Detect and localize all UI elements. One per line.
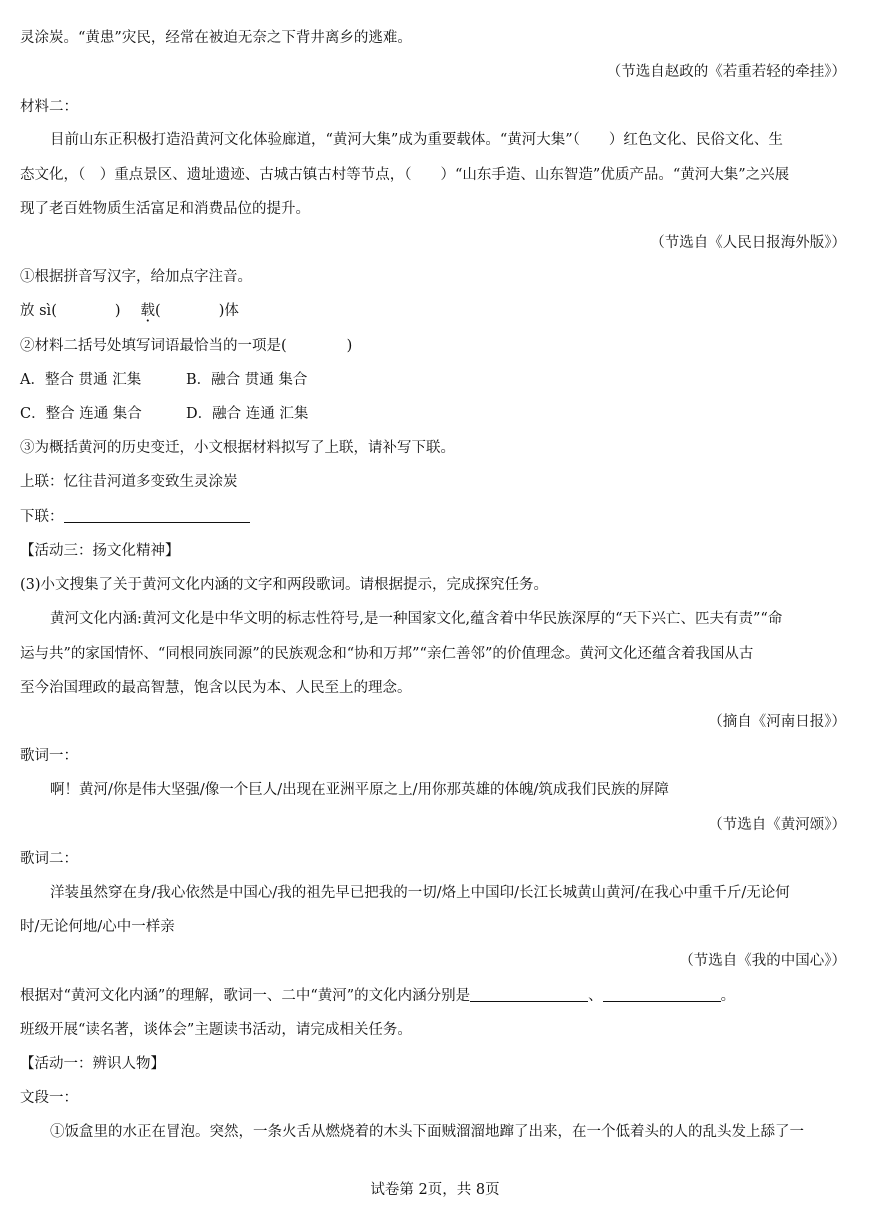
question-text: ③为概括黄河的历史变迁，小文根据材料拟写了上联，请补写下联。 <box>20 440 455 456</box>
section-label: 歌词一： <box>20 748 78 764</box>
pinyin-question <box>20 301 850 321</box>
source-citation: （摘自《河南日报》） <box>708 714 846 730</box>
section-label: 歌词二： <box>20 851 78 867</box>
answer-line[interactable] <box>603 986 721 1002</box>
options-row <box>20 404 850 424</box>
paragraph-line: 现了老百姓物质生活富足和消费品位的提升。 <box>20 201 310 217</box>
option-a[interactable]: A．整合 贯通 汇集 <box>20 372 142 388</box>
lyric-line: 洋装虽然穿在身/我心依然是中国心/我的祖先早已把我的一切/烙上中国印/长江长城黄山黄河/在我心中重千斤/无论何 <box>50 885 790 901</box>
activity-heading: 【活动一：辨识人物】 <box>20 1056 165 1072</box>
paragraph-line: 至今治国理政的最高智慧，饱含以民为本、人民至上的理念。 <box>20 680 412 696</box>
answer-line[interactable] <box>470 986 588 1002</box>
lyric-line: 啊！黄河/你是伟大坚强/像一个巨人/出现在亚洲平原之上/用你那英雄的体魄/筑成我们民族的屏障 <box>50 782 669 798</box>
couplet-upper: 上联：忆往昔河道多变致生灵涂炭 <box>20 474 238 490</box>
question-text: 根据对“黄河文化内涵”的理解，歌词一、二中“黄河”的文化内涵分别是 <box>20 988 471 1004</box>
question-text: 放 sì( <box>20 303 57 319</box>
couplet-lower-row <box>20 507 850 527</box>
source-citation: （节选自《人民日报海外版》） <box>650 235 846 251</box>
question-text: ) <box>114 303 121 319</box>
separator: 、 <box>588 988 603 1004</box>
question-text: ( <box>155 303 161 319</box>
options-row <box>20 370 850 390</box>
task-text: (3)小文搜集了关于黄河文化内涵的文字和两段歌词。请根据提示，完成探究任务。 <box>20 577 549 593</box>
source-citation: （节选自《黄河颂》） <box>708 817 846 833</box>
paragraph-line: 态文化，（ ）重点景区、遗址遗迹、古城古镇古村等节点，（ ）“山东手造、山东智造”优质产品。“黄河大集”之兴展 <box>20 167 790 183</box>
paragraph-line: 黄河文化内涵:黄河文化是中华文明的标志性符号,是一种国家文化,蕴含着中华民族深厚的“天下兴亡、匹夫有责”“命 <box>50 611 783 627</box>
paragraph-line: ①饭盒里的水正在冒泡。突然，一条火舌从燃烧着的木头下面贼溜溜地蹿了出来，在一个低着头的人的乱头发上舔了一 <box>50 1124 804 1140</box>
option-b[interactable]: B．融合 贯通 集合 <box>186 372 308 388</box>
answer-line[interactable] <box>64 507 250 523</box>
text-line: 灵涂炭。“黄患”灾民，经常在被迫无奈之下背井离乡的逃难。 <box>20 30 412 46</box>
lyric-line: 时/无论何地/心中一样亲 <box>20 919 175 935</box>
section-label: 文段一： <box>20 1090 78 1106</box>
option-d[interactable]: D．融合 连通 汇集 <box>186 406 309 422</box>
question-text: ①根据拼音写汉字，给加点字注音。 <box>20 269 252 285</box>
option-c[interactable]: C．整合 连通 集合 <box>20 406 142 422</box>
question-text: )体 <box>218 303 239 319</box>
section-label: 材料二： <box>20 99 78 115</box>
source-citation: （节选自赵政的《若重若轻的牵挂》） <box>606 64 846 80</box>
end-mark: 。 <box>720 988 736 1004</box>
question-text: ) <box>346 338 353 354</box>
task-text: 班级开展“读名著，谈体会”主题读书活动，请完成相关任务。 <box>20 1022 412 1038</box>
activity-heading: 【活动三：扬文化精神】 <box>20 543 180 559</box>
choice-question <box>20 336 850 356</box>
couplet-lower-label: 下联： <box>20 509 64 525</box>
paragraph-line: 运与共”的家国情怀、“同根同族同源”的民族观念和“协和万邦”“亲仁善邻”的价值理念。黄河文化还蕴含着我国从古 <box>20 646 754 662</box>
paragraph-line: 目前山东正积极打造沿黄河文化体验廊道，“黄河大集”成为重要载体。“黄河大集”（ ）红色文化、民俗文化、生 <box>50 132 783 148</box>
source-citation: （节选自《我的中国心》） <box>679 953 846 969</box>
page-footer: 试卷第 2页，共 8页 <box>370 1182 500 1198</box>
fill-question <box>20 986 850 1006</box>
dotted-character: 载 <box>140 303 156 319</box>
question-text: ②材料二括号处填写词语最恰当的一项是( <box>20 338 287 354</box>
